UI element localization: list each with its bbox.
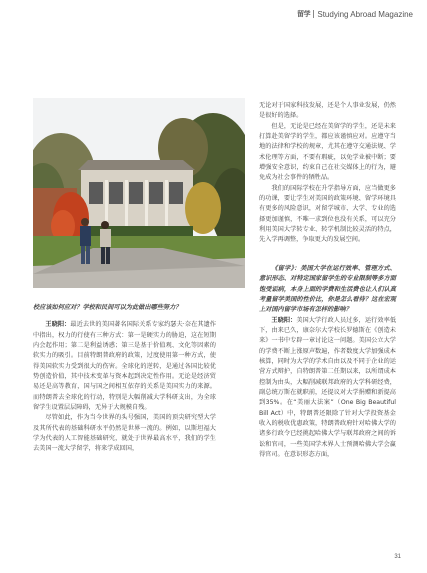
right-text-column: [259, 101, 396, 460]
interview-question-1: 校应该如何应对？学校和民间可以为此做出哪些努力？: [33, 304, 182, 311]
campus-photo-illustration: [33, 98, 245, 288]
speaker-name: 王晓阳：: [45, 321, 71, 329]
advice-paragraph-2: 我们的国际学校在升学指导方面，应当做更多的功课，要让学生对美国的政策环境、留学环境具有更多的风险意识，对留学城市、大学、专业的选择更加谨慎，不唯一求到位也没有关系，可以充分利用美国大学转专业、转学机制比较灵活的特点，先入学再调整，争取更大的发展空间。: [259, 184, 396, 244]
left-text-column: [33, 303, 216, 455]
answer-paragraph-1: [33, 320, 216, 413]
magazine-name: Studying Abroad Magazine: [317, 9, 413, 19]
answer-paragraph-2: 尽管如此，作为当今世界的头号强国，美国的顶尖研究型大学及其所代表的基础科研水平仍然是世界一流的。例如，以斯坦福大学为代表的人工智能基础研究，就处于世界最高水平，我们的学生去美国一流大学留学，将来学成回国，: [33, 414, 216, 453]
magazine-header: [297, 8, 413, 20]
header-divider: [313, 10, 314, 18]
interview-question-2: 《留学》：美国大学在运行效率、管理方式、意识形态、对特定国家留学生的专业限制等多方面饱受诟病，本身上面的学费和生活费也让人们认真考量留学美国的性价比，你是怎么看待？这在宏观上对国内留学市场有怎样的影响？: [259, 264, 396, 314]
campus-photo: [33, 98, 245, 288]
answer-text: 美国大学行政人员过多，运行效率低下，由来已久，康奈尔大学校长罗德斯在《创造未来》一书中专辟一章讨论这一问题。美国公立大学的学费不断上涨原声数遍，作者数度大学加强成本核算，同时为大学的学术自由以及不同于企业的运营方式辩护，自特朗普第二任期以来，以所谓成本控制为由头，大幅削减联邦政府的大学科研经费，副总统万斯在就职前，还提议对大学捐赠和新提高到35%。在“美丽大法案”（One Big Beautiful Bill Act）中，特朗普还限除了针对大学投资基金收入的税收优惠政策，特朗普政府针对哈佛大学的诸多行政令已经挑起哈佛大学与联邦政府之间的诉讼和官司，一些美国学术界人士预测哈佛大学会赢得官司。在意识形态方面，: [259, 316, 397, 458]
answer-text: 最近去世的美国著名国际关系专家约瑟夫·奈在其遗作中指出，权力的行使有三种方式：第一是硬实力的胁迫，这在短期内会起作用；第二是利益诱惑；第三是基于价值观、文化等因素的软实力的吸引。目前特朗普政府的政策，过度使用第一种方式，使得美国软实力受到很大的伤害。全球化的逆转，是通过各国比较优势创造价值，其中技术变革与资本起到决定性作用。无论是经济贸易还是高等教育，国与国之间相互依存的关系是美国实力的来源。而特朗普去全球化的行动，特别是大幅削减大学科研支出，为全球留学生设置层层障碍，无异于大规模自残。: [33, 321, 216, 412]
magazine-logo: 留学: [296, 10, 311, 18]
page-number: 31: [394, 554, 401, 560]
advice-paragraph-1: 但是，无论是已经在美留学的学生，还是未来打算赴美留学的学生，都应该谨慎应对。应遵守当地的法律和学校的规章，尤其在遵守交通法规、学术伦理等方面，不要有瑕疵，以免学业被中断；要增强安全意识，约束自己在社交媒体上的行为，避免成为社会事件的牺牲品。: [259, 122, 396, 182]
speaker-name: 王晓阳：: [271, 316, 297, 324]
continuation-paragraph: 无论对于国家科技发展，还是个人事业发展，仍然是很好的选择。: [259, 102, 396, 120]
answer-paragraph-3: [259, 316, 396, 461]
